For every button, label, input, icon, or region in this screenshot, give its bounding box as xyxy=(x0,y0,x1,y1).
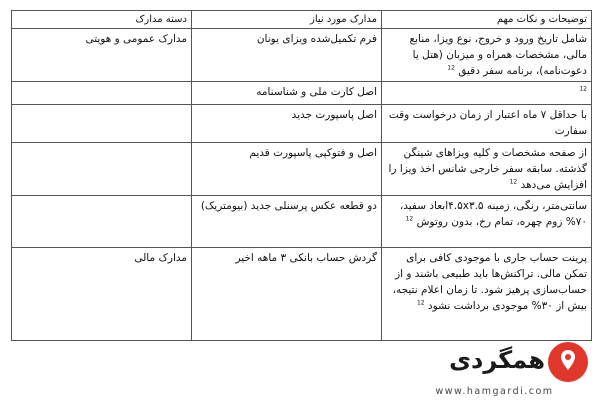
table-row xyxy=(12,196,592,248)
footnote-ref: 12 xyxy=(509,178,518,186)
cell-document: اصل کارت ملی و شناسنامه xyxy=(192,82,382,105)
table-row xyxy=(12,105,592,143)
table-header-row xyxy=(12,11,592,29)
logo-circle-icon xyxy=(548,342,588,382)
table-row xyxy=(12,82,592,105)
cell-category: مدارک عمومی و هویتی xyxy=(12,29,192,82)
cell-category xyxy=(12,82,192,105)
footnote-ref: 12 xyxy=(447,64,455,72)
cell-description: از صفحه مشخصات و کلیه ویزاهای شینگن گذشته. سابقه سفر خارجی شانس اخذ ویزا را افزایش می‌دهد $^{12}$ xyxy=(382,143,592,196)
cell-document: فرم تکمیل‌شده ویزای یونان xyxy=(192,29,382,82)
location-pin-icon xyxy=(561,350,575,370)
hamgardi-watermark xyxy=(398,342,593,402)
cell-document: گردش حساب بانکی ۳ ماهه اخیر xyxy=(192,248,382,341)
footnote-ref: 12 xyxy=(405,215,414,223)
header-category: دسته مدارک xyxy=(12,11,192,29)
cell-document: اصل و فتوکپی پاسپورت قدیم xyxy=(192,143,382,196)
cell-category xyxy=(12,105,192,143)
cell-description: پرینت حساب جاری با موجودی کافی برای تمکن مالی. تراکنش‌ها باید طبیعی باشند و از حساب‌سازی پرهیز شود. تا زمان اعلام نتیجه، بیش از ۳۰% موجودی برداشت نشود $^{12}$ xyxy=(382,248,592,341)
cell-document: اصل پاسپورت جدید xyxy=(192,105,382,143)
footnote-ref: 12 xyxy=(579,85,587,93)
cell-document: دو قطعه عکس پرسنلی جدید (بیومتریک) xyxy=(192,196,382,248)
cell-description xyxy=(382,82,592,105)
cell-category xyxy=(12,143,192,196)
table-row xyxy=(12,143,592,196)
watermark-name: همگردی xyxy=(449,346,545,374)
cell-description: سانتی‌متر، رنگی، زمینه ۴.۵x۳.۵ابعاد سفید، ۷۰% زوم چهره، تمام رخ، بدون روتوش $^{12}$ xyxy=(382,196,592,248)
watermark-url: www.hamgardi.com xyxy=(435,386,554,397)
cell-category xyxy=(12,196,192,248)
cell-description: با حداقل ۷ ماه اعتبار از زمان درخواست وقت سفارت xyxy=(382,105,592,143)
cell-category: مدارک مالی xyxy=(12,248,192,341)
table-row xyxy=(12,248,592,341)
cell-description: شامل تاریخ ورود و خروج، نوع ویزا، منابع مالی، مشخصات همراه و میزبان (هتل یا دعوت‌نامه)، برنامه سفر دقیق $^{12}$ xyxy=(382,29,592,82)
footnote-ref: 12 xyxy=(416,299,425,307)
header-description: توضیحات و نکات مهم xyxy=(382,11,592,29)
documents-table xyxy=(11,10,592,341)
table-row xyxy=(12,29,592,82)
header-document: مدارک مورد نیاز xyxy=(192,11,382,29)
